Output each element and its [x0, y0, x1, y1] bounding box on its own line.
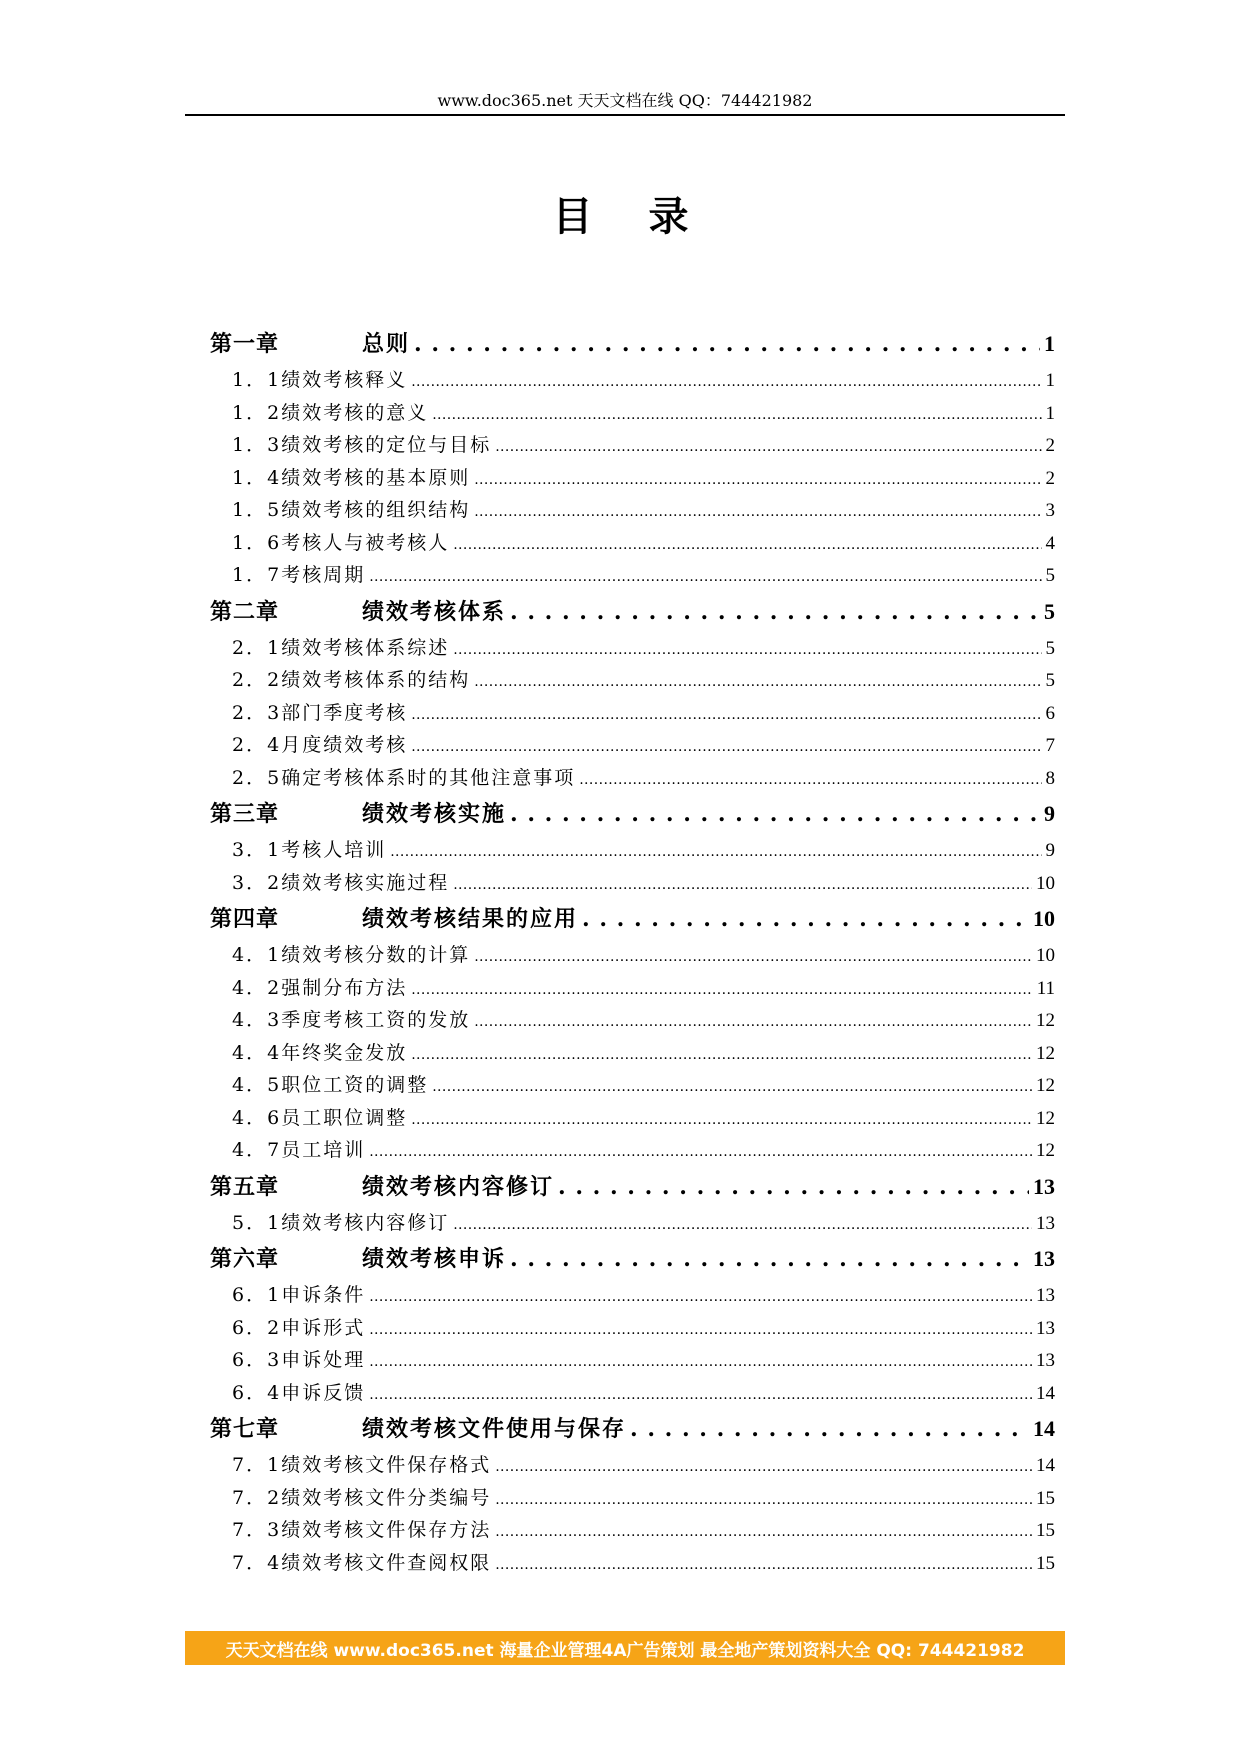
toc-section-number: 1．1: [232, 369, 282, 391]
toc-section-entry: [210, 364, 1055, 397]
toc-section-entry: [210, 1547, 1055, 1580]
toc-page-number: 12: [1036, 1140, 1055, 1161]
toc-section-entry: [210, 1312, 1055, 1345]
toc-section-number: 2．4: [232, 734, 282, 756]
toc-page-number: 12: [1036, 1107, 1055, 1129]
page-header: www.doc365.net 天天文档在线 QQ：744421982: [437, 91, 813, 110]
toc-page-number: 14: [1036, 1382, 1055, 1404]
toc-section-number: 3．1: [232, 839, 282, 861]
toc-section-number: 4．7: [232, 1139, 282, 1161]
toc-chapter-entry: [210, 592, 1055, 632]
toc-page-number: 5: [1045, 637, 1055, 659]
toc-entry-title: 考核人培训: [281, 839, 387, 861]
toc-entry-title: 绩效考核内容修订: [281, 1211, 450, 1234]
toc-section-number: 2．3: [232, 701, 282, 724]
toc-entry-title: 申诉处理: [281, 1349, 366, 1371]
toc-entry-title: 绩效考核申诉: [362, 1246, 507, 1272]
toc-page-number: 4: [1045, 532, 1055, 554]
toc-dot-leader: [369, 1377, 1032, 1410]
toc-page-number: 12: [1036, 1010, 1055, 1031]
toc-entry-title: 绩效考核文件保存方法: [281, 1519, 492, 1541]
toc-dot-leader: [582, 899, 1029, 939]
toc-page-number: 15: [1036, 1552, 1055, 1574]
toc-section-number: 1．5: [232, 499, 282, 521]
toc-section-entry: [210, 397, 1055, 430]
toc-chapter-label: 第五章: [210, 1173, 280, 1200]
toc-chapter-entry: [210, 1167, 1055, 1207]
toc-section-number: 7．2: [232, 1486, 282, 1509]
toc-page-number: 8: [1045, 767, 1055, 789]
footer-banner: 天天文档在线 www.doc365.net 海量企业管理4A广告策划 最全地产策划资料大全 QQ: 744421982: [185, 1631, 1065, 1665]
toc-dot-leader: [474, 939, 1032, 972]
toc-section-entry: [210, 527, 1055, 560]
toc-entry-title: 绩效考核的基本原则: [281, 466, 471, 489]
toc-chapter-entry: [210, 324, 1055, 364]
toc-entry-title: 绩效考核的意义: [281, 401, 429, 424]
toc-section-number: 4．4: [232, 1041, 282, 1064]
toc-dot-leader: [495, 1449, 1032, 1482]
toc-entry-title: 绩效考核释义: [281, 369, 408, 391]
toc-section-entry: [210, 429, 1055, 462]
toc-page-number: 10: [1036, 872, 1055, 894]
toc-page-number: 13: [1036, 1350, 1055, 1371]
toc-section-entry: [210, 1449, 1055, 1482]
toc-entry-title: 绩效考核体系: [362, 598, 507, 625]
toc-section-number: 6．2: [232, 1316, 282, 1339]
toc-section-number: 1．6: [232, 531, 282, 554]
toc-entry-title: 绩效考核体系综述: [281, 636, 450, 659]
toc-entry-title: 申诉形式: [281, 1316, 366, 1339]
toc-section-entry: [210, 632, 1055, 665]
toc-entry-title: 部门季度考核: [281, 701, 408, 724]
toc-entry-title: 职位工资的调整: [281, 1074, 429, 1096]
toc-page-number: 3: [1045, 500, 1055, 521]
toc-entry-title: 强制分布方法: [281, 976, 408, 999]
toc-entry-title: 绩效考核文件保存格式: [281, 1454, 492, 1476]
toc-page-number: 1: [1045, 370, 1055, 391]
toc-dot-leader: [510, 592, 1040, 632]
toc-entry-title: 绩效考核分数的计算: [281, 944, 471, 966]
toc-section-number: 4．5: [232, 1074, 282, 1096]
toc-section-number: 7．3: [232, 1519, 282, 1541]
toc-chapter-label: 第六章: [210, 1246, 280, 1272]
toc-dot-leader: [510, 1239, 1029, 1279]
toc-dot-leader: [453, 632, 1041, 665]
toc-section-entry: [210, 1102, 1055, 1135]
toc-page-number: 12: [1036, 1042, 1055, 1064]
toc-entry-title: 绩效考核实施: [362, 801, 507, 827]
toc-dot-leader: [453, 1207, 1032, 1240]
toc-section-number: 5．1: [232, 1211, 282, 1234]
toc-section-number: 3．2: [232, 871, 282, 894]
toc-section-entry: [210, 1134, 1055, 1167]
toc-chapter-entry: [210, 1409, 1055, 1449]
toc-section-entry: [210, 559, 1055, 592]
toc-section-entry: [210, 1069, 1055, 1102]
toc-section-number: 7．1: [232, 1454, 282, 1476]
toc-entry-title: 总则: [362, 331, 411, 357]
toc-dot-leader: [414, 324, 1040, 364]
toc-page-number: 9: [1045, 840, 1055, 861]
toc-chapter-entry: [210, 1239, 1055, 1279]
header-divider: [185, 114, 1065, 116]
toc-chapter-label: 第四章: [210, 906, 280, 932]
toc-entry-title: 员工职位调整: [281, 1106, 408, 1129]
toc-page-number: 14: [1033, 1416, 1055, 1441]
toc-dot-leader: [369, 1279, 1032, 1312]
toc-page-number: 5: [1044, 598, 1055, 624]
toc-section-entry: [210, 1004, 1055, 1037]
toc-section-entry: [210, 972, 1055, 1005]
toc-chapter-label: 第七章: [210, 1416, 280, 1442]
toc-page-number: 5: [1045, 670, 1055, 691]
toc-section-entry: [210, 1344, 1055, 1377]
toc-section-number: 2．5: [232, 766, 282, 789]
toc-dot-leader: [510, 794, 1040, 834]
toc-entry-title: 考核人与被考核人: [281, 531, 450, 554]
toc-section-entry: [210, 697, 1055, 730]
toc-dot-leader: [411, 697, 1041, 730]
toc-dot-leader: [369, 1134, 1032, 1167]
toc-page-number: 6: [1045, 702, 1055, 724]
toc-page-number: 10: [1033, 906, 1055, 931]
toc-dot-leader: [474, 462, 1041, 495]
toc-section-entry: [210, 1279, 1055, 1312]
toc-entry-title: 绩效考核结果的应用: [362, 906, 579, 932]
toc-dot-leader: [495, 1482, 1032, 1515]
toc-entry-title: 年终奖金发放: [281, 1041, 408, 1064]
toc-section-entry: [210, 664, 1055, 697]
toc-dot-leader: [495, 429, 1041, 462]
toc-page-number: 13: [1036, 1212, 1055, 1234]
toc-page-number: 13: [1036, 1317, 1055, 1339]
toc-entry-title: 绩效考核文件分类编号: [281, 1486, 492, 1509]
toc-entry-title: 绩效考核的组织结构: [281, 499, 471, 521]
toc-section-number: 4．6: [232, 1106, 282, 1129]
table-of-contents: [210, 324, 1055, 1579]
toc-section-number: 6．1: [232, 1284, 282, 1306]
toc-dot-leader: [432, 397, 1041, 430]
toc-dot-leader: [432, 1069, 1032, 1102]
toc-section-entry: [210, 494, 1055, 527]
toc-dot-leader: [495, 1547, 1032, 1580]
toc-entry-title: 季度考核工资的发放: [281, 1009, 471, 1031]
toc-page-number: 14: [1036, 1455, 1055, 1476]
toc-dot-leader: [579, 762, 1041, 795]
toc-dot-leader: [474, 664, 1041, 697]
toc-dot-leader: [411, 364, 1041, 397]
toc-section-entry: [210, 1037, 1055, 1070]
toc-page-number: 7: [1045, 735, 1055, 756]
toc-page-number: 13: [1036, 1285, 1055, 1306]
toc-section-entry: [210, 1377, 1055, 1410]
toc-section-entry: [210, 762, 1055, 795]
toc-chapter-label: 第一章: [210, 331, 280, 357]
toc-dot-leader: [369, 1344, 1032, 1377]
toc-section-number: 2．2: [232, 669, 282, 691]
toc-section-number: 6．4: [232, 1381, 282, 1404]
toc-section-number: 1．3: [232, 434, 282, 456]
toc-section-entry: [210, 939, 1055, 972]
toc-dot-leader: [369, 559, 1041, 592]
toc-entry-title: 员工培训: [281, 1139, 366, 1161]
toc-page-number: 1: [1045, 402, 1055, 424]
toc-page-number: 15: [1036, 1520, 1055, 1541]
toc-dot-leader: [453, 527, 1041, 560]
toc-entry-title: 绩效考核体系的结构: [281, 669, 471, 691]
toc-chapter-label: 第三章: [210, 801, 280, 827]
toc-section-number: 4．3: [232, 1009, 282, 1031]
toc-section-number: 1．4: [232, 466, 282, 489]
toc-page-number: 12: [1036, 1075, 1055, 1096]
toc-section-entry: [210, 834, 1055, 867]
toc-dot-leader: [474, 494, 1041, 527]
toc-dot-leader: [390, 834, 1041, 867]
toc-page-number: 2: [1045, 435, 1055, 456]
toc-section-number: 4．2: [232, 976, 282, 999]
toc-dot-leader: [630, 1409, 1029, 1449]
toc-section-entry: [210, 462, 1055, 495]
toc-dot-leader: [495, 1514, 1032, 1547]
toc-section-number: 7．4: [232, 1551, 282, 1574]
toc-page-number: 9: [1044, 801, 1055, 826]
toc-page-number: 13: [1033, 1246, 1055, 1271]
toc-section-entry: [210, 867, 1055, 900]
toc-entry-title: 申诉反馈: [281, 1381, 366, 1404]
toc-entry-title: 绩效考核的定位与目标: [281, 434, 492, 456]
toc-section-entry: [210, 729, 1055, 762]
toc-dot-leader: [474, 1004, 1032, 1037]
toc-entry-title: 绩效考核文件使用与保存: [362, 1416, 627, 1442]
toc-entry-title: 绩效考核文件查阅权限: [281, 1551, 492, 1574]
toc-chapter-entry: [210, 794, 1055, 834]
toc-page-number: 1: [1044, 331, 1055, 356]
toc-page-number: 5: [1045, 565, 1055, 586]
toc-chapter-entry: [210, 899, 1055, 939]
toc-entry-title: 申诉条件: [281, 1284, 366, 1306]
toc-section-number: 6．3: [232, 1349, 282, 1371]
toc-page-number: 10: [1036, 945, 1055, 966]
toc-dot-leader: [411, 1037, 1032, 1070]
toc-page-number: 15: [1036, 1487, 1055, 1509]
page-title: 目录: [552, 194, 745, 240]
toc-chapter-label: 第二章: [210, 598, 280, 625]
toc-section-number: 1．7: [232, 564, 282, 586]
toc-dot-leader: [453, 867, 1032, 900]
toc-entry-title: 月度绩效考核: [281, 734, 408, 756]
toc-section-number: 4．1: [232, 944, 282, 966]
toc-section-entry: [210, 1207, 1055, 1240]
toc-page-number: 13: [1033, 1173, 1055, 1199]
toc-section-number: 2．1: [232, 636, 282, 659]
toc-page-number: 2: [1045, 467, 1055, 489]
toc-entry-title: 考核周期: [281, 564, 366, 586]
toc-page-number: 11: [1036, 977, 1055, 999]
toc-entry-title: 确定考核体系时的其他注意事项: [281, 766, 576, 789]
toc-section-number: 1．2: [232, 401, 282, 424]
toc-entry-title: 绩效考核内容修订: [362, 1173, 555, 1200]
toc-dot-leader: [558, 1167, 1029, 1207]
toc-section-entry: [210, 1482, 1055, 1515]
toc-dot-leader: [411, 1102, 1032, 1135]
toc-dot-leader: [369, 1312, 1032, 1345]
toc-dot-leader: [411, 729, 1041, 762]
toc-entry-title: 绩效考核实施过程: [281, 871, 450, 894]
toc-dot-leader: [411, 972, 1033, 1005]
toc-section-entry: [210, 1514, 1055, 1547]
